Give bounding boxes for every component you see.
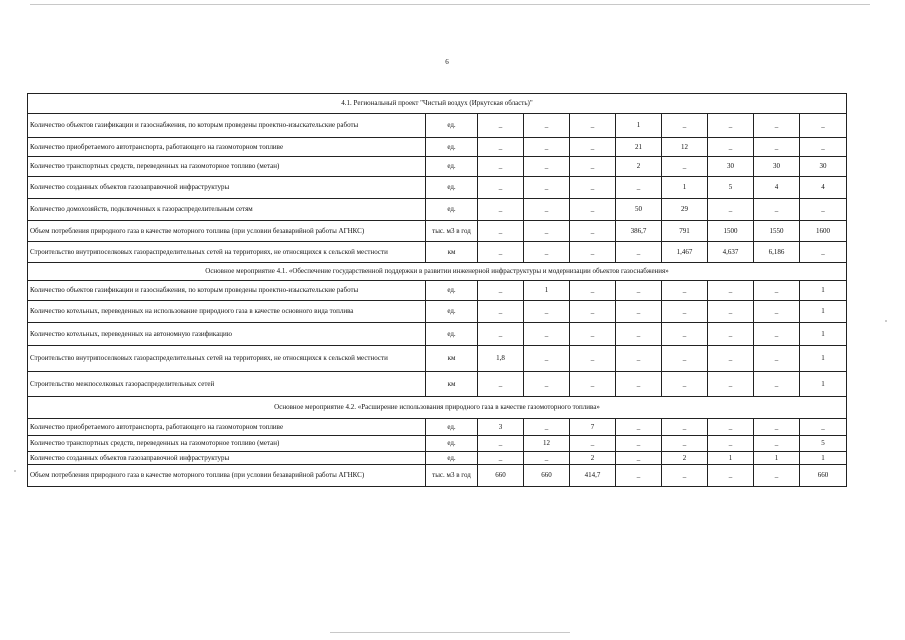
indicator-name: Количество котельных, переведенных на использование природного газа в качестве основного вида топлива [28,301,426,323]
indicator-unit: км [426,346,478,372]
value-cell: _ [800,199,847,221]
section-title: Основное мероприятие 4.2. «Расширение использования природного газа в качестве газомоторного топлива» [28,397,847,419]
value-cell: 1,8 [478,346,524,372]
value-cell: 12 [524,436,570,452]
indicator-name: Строительство межпоселковых газораспределительных сетей [28,372,426,397]
value-cell: _ [708,436,754,452]
value-cell: _ [478,372,524,397]
indicator-name: Количество приобретаемого автотранспорта, работающего на газомоторном топливе [28,419,426,436]
value-cell: _ [478,114,524,138]
value-cell: _ [616,301,662,323]
indicator-name: Количество объектов газификации и газоснабжения, по которым проведены проектно-изыскательские работы [28,114,426,138]
value-cell: _ [754,301,800,323]
scan-dot [14,470,16,472]
value-cell: 1 [616,114,662,138]
value-cell: _ [616,281,662,301]
table-row [28,372,847,397]
section-title: Основное мероприятие 4.1. «Обеспечение государственной поддержки в развитии инженерной инфраструктуры и модернизации объектов газоснабжения» [28,263,847,281]
value-cell: _ [708,199,754,221]
value-cell: 30 [708,157,754,177]
value-cell: _ [570,177,616,199]
value-cell: _ [570,346,616,372]
indicator-unit: тыс. м3 в год [426,465,478,487]
value-cell: 30 [800,157,847,177]
value-cell: _ [524,323,570,346]
value-cell: 660 [800,465,847,487]
value-cell: 660 [524,465,570,487]
indicator-name: Объем потребления природного газа в качестве моторного топлива (при условии безаварийной работы АГНКС) [28,465,426,487]
indicator-name: Строительство внутрипоселковых газораспределительных сетей на территориях, не относящихся к сельской местности [28,242,426,263]
value-cell: _ [478,177,524,199]
value-cell: _ [570,114,616,138]
value-cell: 3 [478,419,524,436]
value-cell: 21 [616,138,662,157]
value-cell: _ [570,138,616,157]
value-cell: _ [524,199,570,221]
value-cell: _ [524,177,570,199]
value-cell: _ [662,346,708,372]
value-cell: 386,7 [616,221,662,242]
value-cell: _ [524,346,570,372]
value-cell: 2 [616,157,662,177]
indicator-unit: ед. [426,157,478,177]
value-cell: 5 [708,177,754,199]
value-cell: 1 [524,281,570,301]
value-cell: 1550 [754,221,800,242]
value-cell: 791 [662,221,708,242]
value-cell: _ [662,465,708,487]
value-cell: _ [754,372,800,397]
value-cell: _ [754,138,800,157]
value-cell: _ [754,465,800,487]
table-row [28,301,847,323]
value-cell: 1 [800,346,847,372]
value-cell: 30 [754,157,800,177]
indicator-unit: ед. [426,177,478,199]
value-cell: _ [478,221,524,242]
page-number: 6 [445,58,449,66]
value-cell: _ [524,372,570,397]
value-cell: _ [478,157,524,177]
value-cell: 4 [800,177,847,199]
value-cell: 7 [570,419,616,436]
value-cell: 50 [616,199,662,221]
indicator-name: Количество транспортных средств, переведенных на газомоторное топливо (метан) [28,157,426,177]
section-title: 4.1. Региональный проект "Чистый воздух (Иркутская область)" [28,94,847,114]
value-cell: _ [754,281,800,301]
value-cell: _ [570,199,616,221]
indicator-unit: ед. [426,199,478,221]
value-cell: 29 [662,199,708,221]
value-cell: _ [754,323,800,346]
table-row [28,419,847,436]
scan-dot [885,320,887,322]
indicator-unit: ед. [426,301,478,323]
value-cell: _ [800,419,847,436]
value-cell: _ [570,221,616,242]
value-cell: _ [754,346,800,372]
value-cell: _ [662,281,708,301]
value-cell: _ [800,138,847,157]
value-cell: _ [570,281,616,301]
indicator-unit: ед. [426,436,478,452]
value-cell: 4,637 [708,242,754,263]
table-row [28,242,847,263]
value-cell: _ [616,465,662,487]
value-cell: _ [662,372,708,397]
value-cell: _ [708,138,754,157]
value-cell: _ [570,157,616,177]
value-cell: _ [524,242,570,263]
indicator-unit: ед. [426,281,478,301]
value-cell: _ [616,436,662,452]
indicator-name: Количество созданных объектов газозаправочной инфраструктуры [28,177,426,199]
indicator-unit: ед. [426,452,478,465]
indicator-name: Объем потребления природного газа в качестве моторного топлива (при условии безаварийной работы АГНКС) [28,221,426,242]
value-cell: _ [616,177,662,199]
value-cell: _ [754,114,800,138]
table-body [28,94,847,487]
value-cell: _ [478,323,524,346]
value-cell: _ [708,281,754,301]
value-cell: _ [800,242,847,263]
table-row [28,221,847,242]
value-cell: _ [662,301,708,323]
value-cell: _ [708,465,754,487]
value-cell: 1 [800,301,847,323]
value-cell: _ [524,114,570,138]
value-cell: 1500 [708,221,754,242]
value-cell: _ [570,372,616,397]
value-cell: 1 [662,177,708,199]
value-cell: _ [478,452,524,465]
table-row [28,465,847,487]
value-cell: 1 [800,281,847,301]
value-cell: _ [708,114,754,138]
value-cell: 4 [754,177,800,199]
value-cell: _ [662,323,708,346]
value-cell: _ [708,419,754,436]
indicator-unit: км [426,242,478,263]
value-cell: _ [708,346,754,372]
value-cell: _ [524,452,570,465]
table-row [28,346,847,372]
section-header-row [28,94,847,114]
value-cell: _ [662,157,708,177]
value-cell: _ [754,419,800,436]
value-cell: _ [616,242,662,263]
value-cell: _ [570,242,616,263]
value-cell: 1,467 [662,242,708,263]
value-cell: 1 [800,323,847,346]
value-cell: _ [800,114,847,138]
value-cell: _ [524,419,570,436]
value-cell: _ [708,372,754,397]
table-row [28,199,847,221]
value-cell: _ [570,301,616,323]
table-row [28,436,847,452]
indicator-name: Количество созданных объектов газозаправочной инфраструктуры [28,452,426,465]
value-cell: _ [708,323,754,346]
value-cell: _ [616,346,662,372]
table-row [28,323,847,346]
value-cell: _ [478,281,524,301]
indicator-unit: ед. [426,419,478,436]
table-row [28,138,847,157]
value-cell: _ [662,419,708,436]
value-cell: _ [616,323,662,346]
value-cell: _ [616,372,662,397]
indicator-name: Количество приобретаемого автотранспорта, работающего на газомоторном топливе [28,138,426,157]
value-cell: _ [754,436,800,452]
indicator-name: Количество котельных, переведенных на автономную газификацию [28,323,426,346]
value-cell: _ [616,419,662,436]
value-cell: _ [524,138,570,157]
value-cell: 1 [800,452,847,465]
indicator-name: Количество объектов газификации и газоснабжения, по которым проведены проектно-изыскательские работы [28,281,426,301]
value-cell: _ [478,242,524,263]
value-cell: 1 [800,372,847,397]
indicator-unit: км [426,372,478,397]
value-cell: _ [662,114,708,138]
value-cell: _ [616,452,662,465]
value-cell: 1 [708,452,754,465]
value-cell: 12 [662,138,708,157]
value-cell: 2 [570,452,616,465]
indicators-table [27,93,847,487]
table-row [28,114,847,138]
value-cell: 1 [754,452,800,465]
value-cell: _ [524,221,570,242]
value-cell: _ [478,436,524,452]
scan-artifact-top [30,4,870,5]
value-cell: 2 [662,452,708,465]
indicator-unit: тыс. м3 в год [426,221,478,242]
value-cell: 6,186 [754,242,800,263]
scan-artifact-bottom [330,632,570,633]
value-cell: _ [478,199,524,221]
value-cell: _ [478,301,524,323]
value-cell: _ [524,157,570,177]
table-row [28,157,847,177]
value-cell: 1600 [800,221,847,242]
value-cell: 414,7 [570,465,616,487]
section-header-row [28,263,847,281]
indicator-unit: ед. [426,323,478,346]
indicator-unit: ед. [426,114,478,138]
table-row [28,281,847,301]
value-cell: _ [708,301,754,323]
value-cell: _ [524,301,570,323]
value-cell: 660 [478,465,524,487]
value-cell: 5 [800,436,847,452]
indicator-name: Количество транспортных средств, переведенных на газомоторное топливо (метан) [28,436,426,452]
value-cell: _ [754,199,800,221]
value-cell: _ [570,436,616,452]
indicator-unit: ед. [426,138,478,157]
value-cell: _ [662,436,708,452]
indicator-name: Строительство внутрипоселковых газораспределительных сетей на территориях, не относящихся к сельской местности [28,346,426,372]
value-cell: _ [478,138,524,157]
section-header-row [28,397,847,419]
table-row [28,177,847,199]
value-cell: _ [570,323,616,346]
table-row [28,452,847,465]
indicator-name: Количество домохозяйств, подключенных к газораспределительным сетям [28,199,426,221]
